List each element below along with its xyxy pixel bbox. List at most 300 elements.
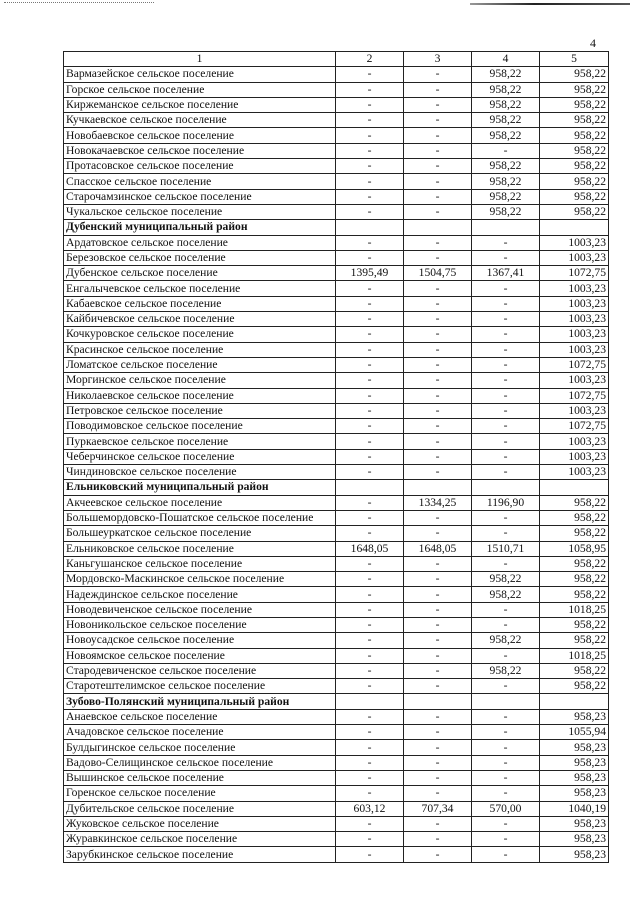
value-cell-4: 958,22 bbox=[472, 204, 540, 219]
value-cell-4: - bbox=[472, 648, 540, 663]
table-row bbox=[64, 143, 609, 158]
settlement-name-cell: Поводимовское сельское поселение bbox=[64, 419, 336, 434]
settlement-name-cell: Чеберчинское сельское поселение bbox=[64, 449, 336, 464]
value-cell-5: 958,23 bbox=[540, 847, 609, 862]
settlement-name-cell: Кучкаевское сельское поселение bbox=[64, 113, 336, 128]
value-cell-2: - bbox=[336, 296, 404, 311]
value-cell-4 bbox=[472, 480, 540, 495]
value-cell-2: - bbox=[336, 388, 404, 403]
value-cell-4: - bbox=[472, 755, 540, 770]
value-cell-5: 1018,25 bbox=[540, 602, 609, 617]
value-cell-2: 1648,05 bbox=[336, 541, 404, 556]
table-row bbox=[64, 419, 609, 434]
value-cell-3: - bbox=[404, 770, 472, 785]
table-row bbox=[64, 403, 609, 418]
value-cell-2: - bbox=[336, 373, 404, 388]
value-cell-3: - bbox=[404, 342, 472, 357]
value-cell-4: 958,22 bbox=[472, 174, 540, 189]
value-cell-4: - bbox=[472, 143, 540, 158]
value-cell-3: - bbox=[404, 755, 472, 770]
table-row bbox=[64, 755, 609, 770]
settlement-name-cell: Большеуркатское сельское поселение bbox=[64, 526, 336, 541]
value-cell-4: - bbox=[472, 342, 540, 357]
value-cell-3: - bbox=[404, 204, 472, 219]
table-row bbox=[64, 296, 609, 311]
value-cell-4: - bbox=[472, 510, 540, 525]
value-cell-4: - bbox=[472, 847, 540, 862]
value-cell-3: - bbox=[404, 465, 472, 480]
settlement-name-cell: Красинское сельское поселение bbox=[64, 342, 336, 357]
value-cell-5: 958,23 bbox=[540, 832, 609, 847]
value-cell-4: - bbox=[472, 740, 540, 755]
value-cell-5: 958,22 bbox=[540, 572, 609, 587]
value-cell-2: - bbox=[336, 847, 404, 862]
value-cell-2: - bbox=[336, 113, 404, 128]
settlement-name-cell: Новокачаевское сельское поселение bbox=[64, 143, 336, 158]
settlement-name-cell: Моргинское сельское поселение bbox=[64, 373, 336, 388]
value-cell-3: - bbox=[404, 327, 472, 342]
value-cell-3: - bbox=[404, 373, 472, 388]
value-cell-3: - bbox=[404, 617, 472, 632]
value-cell-3: - bbox=[404, 403, 472, 418]
settlement-name-cell: Ачадовское сельское поселение bbox=[64, 725, 336, 740]
value-cell-2: - bbox=[336, 419, 404, 434]
value-cell-4: 958,22 bbox=[472, 82, 540, 97]
value-cell-4: 958,22 bbox=[472, 97, 540, 112]
table-header-row bbox=[64, 52, 609, 67]
settlement-name-cell: Кочкуровское сельское поселение bbox=[64, 327, 336, 342]
value-cell-5: 958,22 bbox=[540, 679, 609, 694]
table-row bbox=[64, 770, 609, 785]
value-cell-5 bbox=[540, 694, 609, 709]
settlement-name-cell: Новоникольское сельское поселение bbox=[64, 617, 336, 632]
value-cell-2: - bbox=[336, 67, 404, 82]
table-row bbox=[64, 648, 609, 663]
page-number: 4 bbox=[590, 36, 596, 50]
table-row bbox=[64, 174, 609, 189]
value-cell-5: 1003,23 bbox=[540, 449, 609, 464]
table-row bbox=[64, 204, 609, 219]
value-cell-4: 958,22 bbox=[472, 67, 540, 82]
value-cell-4: - bbox=[472, 281, 540, 296]
value-cell-2: - bbox=[336, 725, 404, 740]
value-cell-2: - bbox=[336, 189, 404, 204]
value-cell-4: 1196,90 bbox=[472, 495, 540, 510]
value-cell-2: - bbox=[336, 740, 404, 755]
value-cell-2: - bbox=[336, 633, 404, 648]
district-name-cell: Ельниковский муниципальный район bbox=[64, 480, 336, 495]
value-cell-5: 1003,23 bbox=[540, 465, 609, 480]
table-row bbox=[64, 602, 609, 617]
value-cell-4: 1510,71 bbox=[472, 541, 540, 556]
value-cell-4: 958,22 bbox=[472, 128, 540, 143]
value-cell-3: - bbox=[404, 602, 472, 617]
value-cell-5: 1072,75 bbox=[540, 388, 609, 403]
settlement-name-cell: Ломатское сельское поселение bbox=[64, 357, 336, 372]
value-cell-3: - bbox=[404, 189, 472, 204]
table-row bbox=[64, 617, 609, 632]
settlement-name-cell: Березовское сельское поселение bbox=[64, 250, 336, 265]
value-cell-4: - bbox=[472, 709, 540, 724]
table-row bbox=[64, 725, 609, 740]
settlement-name-cell: Енгалычевское сельское поселение bbox=[64, 281, 336, 296]
value-cell-2: - bbox=[336, 281, 404, 296]
value-cell-2: - bbox=[336, 816, 404, 831]
table-row bbox=[64, 113, 609, 128]
value-cell-4: - bbox=[472, 526, 540, 541]
settlement-name-cell: Спасское сельское поселение bbox=[64, 174, 336, 189]
value-cell-5: 958,23 bbox=[540, 786, 609, 801]
value-cell-3: - bbox=[404, 847, 472, 862]
value-cell-2: - bbox=[336, 235, 404, 250]
table-row bbox=[64, 449, 609, 464]
value-cell-5: 958,22 bbox=[540, 617, 609, 632]
table-row bbox=[64, 786, 609, 801]
value-cell-5: 1072,75 bbox=[540, 266, 609, 281]
settlement-name-cell: Киржеманское сельское поселение bbox=[64, 97, 336, 112]
table-row bbox=[64, 434, 609, 449]
value-cell-3 bbox=[404, 694, 472, 709]
value-cell-2 bbox=[336, 220, 404, 235]
settlement-name-cell: Чукальское сельское поселение bbox=[64, 204, 336, 219]
settlement-name-cell: Новобаевское сельское поселение bbox=[64, 128, 336, 143]
value-cell-4: - bbox=[472, 235, 540, 250]
value-cell-3: - bbox=[404, 663, 472, 678]
value-cell-5: 958,22 bbox=[540, 128, 609, 143]
value-cell-5: 958,22 bbox=[540, 189, 609, 204]
value-cell-3: - bbox=[404, 449, 472, 464]
value-cell-3: - bbox=[404, 67, 472, 82]
settlement-name-cell: Акчеевское сельское поселение bbox=[64, 495, 336, 510]
value-cell-5: 1003,23 bbox=[540, 312, 609, 327]
value-cell-5: 1003,23 bbox=[540, 327, 609, 342]
value-cell-4: - bbox=[472, 725, 540, 740]
table-row bbox=[64, 373, 609, 388]
value-cell-5: 958,22 bbox=[540, 159, 609, 174]
section-row bbox=[64, 694, 609, 709]
value-cell-5: 1003,23 bbox=[540, 296, 609, 311]
value-cell-3: - bbox=[404, 740, 472, 755]
table-row bbox=[64, 388, 609, 403]
table-row bbox=[64, 250, 609, 265]
settlement-name-cell: Анаевское сельское поселение bbox=[64, 709, 336, 724]
settlement-name-cell: Стародевиченское сельское поселение bbox=[64, 663, 336, 678]
value-cell-5 bbox=[540, 480, 609, 495]
value-cell-3: - bbox=[404, 816, 472, 831]
value-cell-2 bbox=[336, 480, 404, 495]
value-cell-2: - bbox=[336, 434, 404, 449]
settlement-name-cell: Дубенское сельское поселение bbox=[64, 266, 336, 281]
value-cell-4: - bbox=[472, 327, 540, 342]
value-cell-2: - bbox=[336, 679, 404, 694]
value-cell-3: - bbox=[404, 709, 472, 724]
table-body bbox=[64, 67, 609, 862]
value-cell-2: - bbox=[336, 495, 404, 510]
settlement-name-cell: Новодевиченское сельское поселение bbox=[64, 602, 336, 617]
value-cell-5: 958,23 bbox=[540, 755, 609, 770]
value-cell-4: 958,22 bbox=[472, 587, 540, 602]
value-cell-2: - bbox=[336, 159, 404, 174]
value-cell-3: - bbox=[404, 633, 472, 648]
value-cell-5: 1072,75 bbox=[540, 419, 609, 434]
value-cell-5: 958,22 bbox=[540, 97, 609, 112]
value-cell-3: - bbox=[404, 786, 472, 801]
settlement-name-cell: Пуркаевское сельское поселение bbox=[64, 434, 336, 449]
value-cell-5: 1018,25 bbox=[540, 648, 609, 663]
value-cell-5: 958,22 bbox=[540, 556, 609, 571]
table-row bbox=[64, 572, 609, 587]
settlement-name-cell: Новоусадское сельское поселение bbox=[64, 633, 336, 648]
value-cell-3: - bbox=[404, 97, 472, 112]
table-row bbox=[64, 541, 609, 556]
value-cell-2: - bbox=[336, 786, 404, 801]
value-cell-2: - bbox=[336, 832, 404, 847]
value-cell-3 bbox=[404, 220, 472, 235]
settlement-name-cell: Ардатовское сельское поселение bbox=[64, 235, 336, 250]
value-cell-5: 958,22 bbox=[540, 143, 609, 158]
value-cell-4: 1367,41 bbox=[472, 266, 540, 281]
value-cell-4: 958,22 bbox=[472, 189, 540, 204]
value-cell-5: 958,22 bbox=[540, 495, 609, 510]
value-cell-3: 707,34 bbox=[404, 801, 472, 816]
settlement-name-cell: Горское сельское поселение bbox=[64, 82, 336, 97]
value-cell-4: 958,22 bbox=[472, 113, 540, 128]
table-row bbox=[64, 633, 609, 648]
value-cell-5: 1003,23 bbox=[540, 434, 609, 449]
value-cell-5: 1003,23 bbox=[540, 403, 609, 418]
tariff-table bbox=[63, 51, 609, 863]
district-name-cell: Зубово-Полянский муниципальный район bbox=[64, 694, 336, 709]
settlement-name-cell: Вармазейское сельское поселение bbox=[64, 67, 336, 82]
value-cell-2: - bbox=[336, 128, 404, 143]
table-row bbox=[64, 526, 609, 541]
settlement-name-cell: Николаевское сельское поселение bbox=[64, 388, 336, 403]
value-cell-4: 958,22 bbox=[472, 663, 540, 678]
value-cell-3: - bbox=[404, 419, 472, 434]
value-cell-3: - bbox=[404, 434, 472, 449]
settlement-name-cell: Старочамзинское сельское поселение bbox=[64, 189, 336, 204]
settlement-name-cell: Вадово-Селищинское сельское поселение bbox=[64, 755, 336, 770]
value-cell-4: - bbox=[472, 816, 540, 831]
value-cell-5: 1003,23 bbox=[540, 250, 609, 265]
value-cell-2: - bbox=[336, 617, 404, 632]
header-cell-1: 1 bbox=[64, 52, 336, 67]
table-row bbox=[64, 709, 609, 724]
value-cell-4: - bbox=[472, 419, 540, 434]
value-cell-3: - bbox=[404, 82, 472, 97]
table-row bbox=[64, 97, 609, 112]
value-cell-3: - bbox=[404, 357, 472, 372]
settlement-name-cell: Жуковское сельское поселение bbox=[64, 816, 336, 831]
table-row bbox=[64, 128, 609, 143]
settlement-name-cell: Горенское сельское поселение bbox=[64, 786, 336, 801]
value-cell-2: - bbox=[336, 97, 404, 112]
value-cell-3: - bbox=[404, 143, 472, 158]
table-row bbox=[64, 67, 609, 82]
value-cell-2: - bbox=[336, 403, 404, 418]
value-cell-4: 958,22 bbox=[472, 572, 540, 587]
table-row bbox=[64, 465, 609, 480]
value-cell-3: - bbox=[404, 648, 472, 663]
settlement-name-cell: Журавкинское сельское поселение bbox=[64, 832, 336, 847]
section-row bbox=[64, 480, 609, 495]
table-row bbox=[64, 159, 609, 174]
value-cell-2: - bbox=[336, 755, 404, 770]
value-cell-5: 1072,75 bbox=[540, 357, 609, 372]
settlement-name-cell: Новоямское сельское поселение bbox=[64, 648, 336, 663]
value-cell-3: - bbox=[404, 725, 472, 740]
value-cell-5: 1003,23 bbox=[540, 235, 609, 250]
value-cell-2: - bbox=[336, 709, 404, 724]
settlement-name-cell: Дубительское сельское поселение bbox=[64, 801, 336, 816]
settlement-name-cell: Зарубкинское сельское поселение bbox=[64, 847, 336, 862]
value-cell-4: - bbox=[472, 465, 540, 480]
value-cell-3: 1648,05 bbox=[404, 541, 472, 556]
value-cell-4: - bbox=[472, 602, 540, 617]
value-cell-3: - bbox=[404, 679, 472, 694]
value-cell-2: - bbox=[336, 312, 404, 327]
value-cell-4: - bbox=[472, 679, 540, 694]
settlement-name-cell: Ельниковское сельское поселение bbox=[64, 541, 336, 556]
value-cell-4: - bbox=[472, 373, 540, 388]
value-cell-5: 958,22 bbox=[540, 82, 609, 97]
table-row bbox=[64, 327, 609, 342]
table-row bbox=[64, 266, 609, 281]
value-cell-4: 958,22 bbox=[472, 633, 540, 648]
value-cell-4: - bbox=[472, 449, 540, 464]
value-cell-2: - bbox=[336, 143, 404, 158]
value-cell-2: - bbox=[336, 587, 404, 602]
value-cell-3: - bbox=[404, 388, 472, 403]
table-row bbox=[64, 801, 609, 816]
settlement-name-cell: Старотештелимское сельское поселение bbox=[64, 679, 336, 694]
value-cell-2: - bbox=[336, 770, 404, 785]
settlement-name-cell: Каньгушанское сельское поселение bbox=[64, 556, 336, 571]
value-cell-2: 1395,49 bbox=[336, 266, 404, 281]
value-cell-5: 958,22 bbox=[540, 587, 609, 602]
table-row bbox=[64, 235, 609, 250]
table-row bbox=[64, 189, 609, 204]
value-cell-5: 958,23 bbox=[540, 770, 609, 785]
value-cell-3: - bbox=[404, 526, 472, 541]
value-cell-2: - bbox=[336, 449, 404, 464]
value-cell-2: - bbox=[336, 327, 404, 342]
table-row bbox=[64, 357, 609, 372]
settlement-name-cell: Петровское сельское поселение bbox=[64, 403, 336, 418]
settlement-name-cell: Протасовское сельское поселение bbox=[64, 159, 336, 174]
value-cell-4: 958,22 bbox=[472, 159, 540, 174]
table-row bbox=[64, 587, 609, 602]
value-cell-4: - bbox=[472, 388, 540, 403]
section-row bbox=[64, 220, 609, 235]
table-row bbox=[64, 679, 609, 694]
value-cell-4: - bbox=[472, 832, 540, 847]
value-cell-5: 958,23 bbox=[540, 816, 609, 831]
table-row bbox=[64, 510, 609, 525]
value-cell-2: - bbox=[336, 556, 404, 571]
value-cell-5: 958,22 bbox=[540, 204, 609, 219]
settlement-name-cell: Кайбичевское сельское поселение bbox=[64, 312, 336, 327]
table-row bbox=[64, 495, 609, 510]
value-cell-5: 1003,23 bbox=[540, 373, 609, 388]
value-cell-4: - bbox=[472, 556, 540, 571]
value-cell-3: - bbox=[404, 572, 472, 587]
value-cell-5: 958,23 bbox=[540, 709, 609, 724]
value-cell-5: 958,22 bbox=[540, 113, 609, 128]
table-row bbox=[64, 832, 609, 847]
value-cell-3: - bbox=[404, 556, 472, 571]
settlement-name-cell: Булдыгинское сельское поселение bbox=[64, 740, 336, 755]
value-cell-2: - bbox=[336, 510, 404, 525]
value-cell-5: 1040,19 bbox=[540, 801, 609, 816]
value-cell-4: - bbox=[472, 403, 540, 418]
header-cell-5: 5 bbox=[540, 52, 609, 67]
value-cell-5 bbox=[540, 220, 609, 235]
header-cell-3: 3 bbox=[404, 52, 472, 67]
table-row bbox=[64, 816, 609, 831]
value-cell-4: - bbox=[472, 434, 540, 449]
value-cell-3: - bbox=[404, 113, 472, 128]
value-cell-4: - bbox=[472, 770, 540, 785]
settlement-name-cell: Большемордовско-Пошатское сельское поселение bbox=[64, 510, 336, 525]
value-cell-4: - bbox=[472, 357, 540, 372]
value-cell-3: - bbox=[404, 281, 472, 296]
value-cell-2: - bbox=[336, 526, 404, 541]
table-row bbox=[64, 281, 609, 296]
settlement-name-cell: Вышинское сельское поселение bbox=[64, 770, 336, 785]
settlement-name-cell: Чиндиновское сельское поселение bbox=[64, 465, 336, 480]
value-cell-2: - bbox=[336, 174, 404, 189]
value-cell-2: - bbox=[336, 342, 404, 357]
value-cell-2: - bbox=[336, 357, 404, 372]
table-row bbox=[64, 740, 609, 755]
value-cell-4: - bbox=[472, 312, 540, 327]
value-cell-5: 958,22 bbox=[540, 663, 609, 678]
settlement-name-cell: Кабаевское сельское поселение bbox=[64, 296, 336, 311]
value-cell-2: - bbox=[336, 663, 404, 678]
district-name-cell: Дубенский муниципальный район bbox=[64, 220, 336, 235]
table-row bbox=[64, 556, 609, 571]
value-cell-4: - bbox=[472, 617, 540, 632]
table-row bbox=[64, 82, 609, 97]
value-cell-5: 958,22 bbox=[540, 67, 609, 82]
value-cell-4: - bbox=[472, 250, 540, 265]
value-cell-3: - bbox=[404, 832, 472, 847]
value-cell-2: 603,12 bbox=[336, 801, 404, 816]
value-cell-2: - bbox=[336, 602, 404, 617]
value-cell-2: - bbox=[336, 204, 404, 219]
value-cell-4: - bbox=[472, 296, 540, 311]
table-row bbox=[64, 663, 609, 678]
value-cell-5: 958,22 bbox=[540, 526, 609, 541]
table-row bbox=[64, 312, 609, 327]
value-cell-3: - bbox=[404, 296, 472, 311]
value-cell-3: - bbox=[404, 235, 472, 250]
value-cell-3 bbox=[404, 480, 472, 495]
value-cell-2 bbox=[336, 694, 404, 709]
settlement-name-cell: Мордовско-Маскинское сельское поселение bbox=[64, 572, 336, 587]
scan-artifact-right bbox=[470, 3, 630, 5]
scan-artifact-left bbox=[4, 2, 154, 7]
value-cell-3: - bbox=[404, 510, 472, 525]
value-cell-5: 1003,23 bbox=[540, 281, 609, 296]
value-cell-5: 1055,94 bbox=[540, 725, 609, 740]
value-cell-4 bbox=[472, 220, 540, 235]
settlement-name-cell: Надеждинское сельское поселение bbox=[64, 587, 336, 602]
value-cell-4 bbox=[472, 694, 540, 709]
value-cell-2: - bbox=[336, 648, 404, 663]
value-cell-5: 958,22 bbox=[540, 174, 609, 189]
